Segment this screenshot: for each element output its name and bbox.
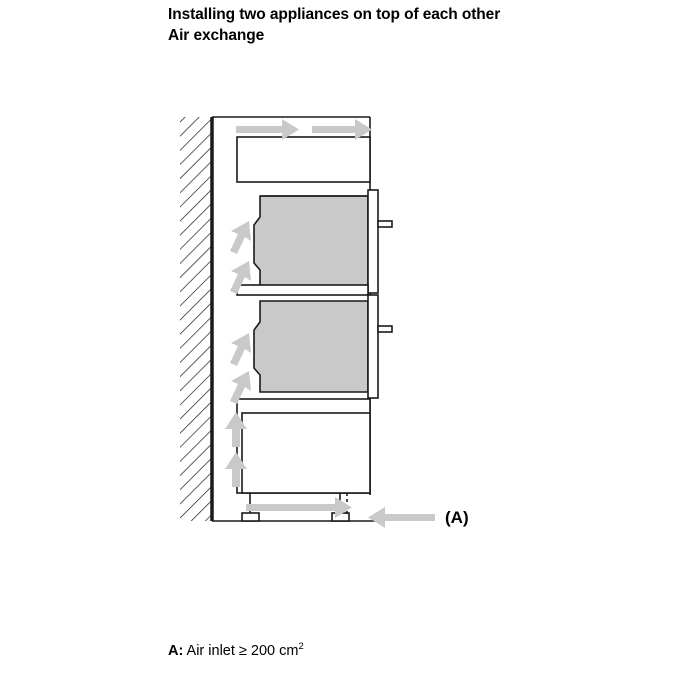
wall-hatching [180, 117, 212, 521]
arrow-diag-4 [230, 221, 251, 254]
arrow-diag-2 [230, 333, 251, 366]
upper-appliance [254, 190, 392, 293]
page-title-line-1: Installing two appliances on top of each other [168, 6, 501, 23]
arrow-inlet [368, 507, 435, 528]
caption-key: A: [168, 642, 184, 659]
caption-text: Air inlet ≥ 200 cm [183, 642, 299, 659]
middle-shelf [237, 285, 368, 295]
top-niche [237, 137, 370, 182]
lower-appliance [254, 295, 392, 398]
page-title [168, 5, 588, 46]
base-cabinet [237, 399, 370, 493]
page-title-line-2: Air exchange [168, 26, 265, 44]
callout-label-a: (A) [445, 508, 469, 527]
figure-caption [168, 641, 304, 661]
caption-exponent: 2 [298, 641, 304, 652]
installation-diagram [150, 95, 570, 555]
arrow-bottom-right [246, 497, 352, 518]
diagram-svg [150, 95, 570, 555]
